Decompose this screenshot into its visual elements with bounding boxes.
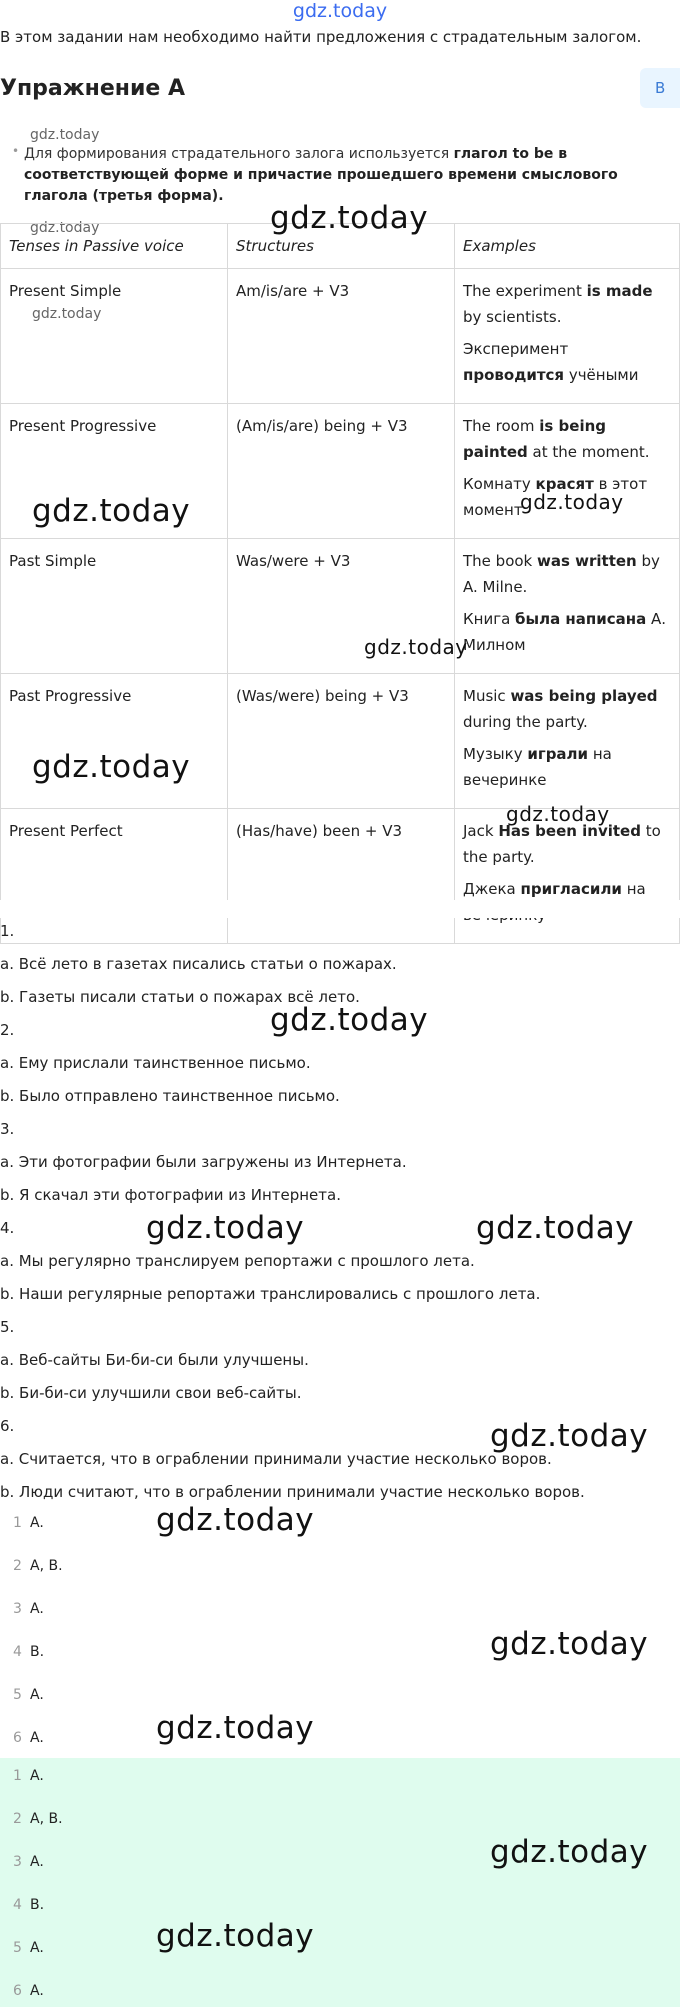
example-text: Музыку xyxy=(463,745,528,763)
example-highlight: was being played xyxy=(510,687,658,705)
example-cell xyxy=(455,539,680,674)
answer-row xyxy=(0,1758,680,1801)
example-cell xyxy=(455,674,680,809)
watermark: gdz.today xyxy=(32,749,191,785)
example-cell xyxy=(455,269,680,404)
example-highlight: was written xyxy=(537,552,637,570)
answer-value: A, B. xyxy=(30,1558,63,1574)
table-fade xyxy=(0,900,680,918)
answer-number: 2 xyxy=(13,1811,22,1827)
answer-value: A. xyxy=(30,1768,44,1784)
tense-cell: Present Simple xyxy=(1,269,228,404)
watermark: gdz.today xyxy=(490,1834,649,1870)
table-row xyxy=(1,269,680,404)
answer-number: 4 xyxy=(13,1897,22,1913)
example-text: The book xyxy=(463,552,537,570)
example-cell xyxy=(455,809,680,944)
translation-number: 3. xyxy=(0,1120,15,1138)
table-row xyxy=(1,809,680,944)
next-tab-label: B xyxy=(655,79,666,97)
column-header: Structures xyxy=(228,224,455,269)
translation-number: 4. xyxy=(0,1219,15,1237)
example-en xyxy=(463,413,671,465)
structure-cell: Was/were + V3 xyxy=(228,539,455,674)
answer-value: A. xyxy=(30,1940,44,1956)
example-text: by scientists. xyxy=(463,308,562,326)
example-highlight: была написана xyxy=(515,610,647,628)
answer-row xyxy=(0,1887,680,1930)
example-ru xyxy=(463,606,671,658)
translation-number: 5. xyxy=(0,1318,15,1336)
example-highlight: is being painted xyxy=(463,417,607,461)
answer-row xyxy=(0,1930,680,1973)
watermark: gdz.today xyxy=(506,802,610,826)
watermark: gdz.today xyxy=(156,1710,315,1746)
example-text: to the party. xyxy=(463,822,661,866)
answer-value: A. xyxy=(30,1730,44,1746)
rule-text: Для формирования страдательного залога используется xyxy=(24,146,454,162)
example-text: Комнату xyxy=(463,475,536,493)
translation-a: a. Ему прислали таинственное письмо. xyxy=(0,1054,311,1072)
example-ru xyxy=(463,336,671,388)
answer-value: A. xyxy=(30,1515,44,1531)
site-logo[interactable]: gdz.today xyxy=(292,0,388,22)
example-text: at the moment. xyxy=(527,443,650,461)
example-en xyxy=(463,548,671,600)
exercise-title: Упражнение A xyxy=(0,76,185,101)
watermark: gdz.today xyxy=(156,1502,315,1538)
structure-cell: Am/is/are + V3 xyxy=(228,269,455,404)
intro-text: В этом задании нам необходимо найти предложения с страдательным залогом. xyxy=(0,28,642,46)
example-text: by A. Milne. xyxy=(463,552,660,596)
watermark: gdz.today xyxy=(364,635,468,659)
example-text: The room xyxy=(463,417,540,435)
translation-b: b. Наши регулярные репортажи транслировались с прошлого лета. xyxy=(0,1285,541,1303)
tense-cell: Past Simple xyxy=(1,539,228,674)
watermark: gdz.today xyxy=(476,1210,635,1246)
example-en xyxy=(463,278,671,330)
answer-number: 5 xyxy=(13,1687,22,1703)
example-text: during the party. xyxy=(463,713,588,731)
example-highlight: играли xyxy=(527,745,589,763)
answer-row xyxy=(0,1720,680,1763)
example-cell xyxy=(455,404,680,539)
translation-a: a. Эти фотографии были загружены из Интернета. xyxy=(0,1153,407,1171)
small-watermark: gdz.today xyxy=(30,220,100,236)
example-text: на вечеринке xyxy=(463,745,612,789)
answer-number: 4 xyxy=(13,1644,22,1660)
watermark: gdz.today xyxy=(490,1626,649,1662)
example-ru xyxy=(463,741,671,793)
example-highlight: пригласили xyxy=(520,880,622,898)
answer-row xyxy=(0,1677,680,1720)
watermark: gdz.today xyxy=(490,1418,649,1454)
translation-a: a. Мы регулярно транслируем репортажи с прошлого лета. xyxy=(0,1252,475,1270)
answer-value: B. xyxy=(30,1897,45,1913)
example-text: в этот момент xyxy=(463,475,648,519)
column-header: Examples xyxy=(455,224,680,269)
next-tab-button[interactable] xyxy=(640,68,680,108)
example-text: Music xyxy=(463,687,511,705)
translation-number: 1. xyxy=(0,922,15,940)
watermark: gdz.today xyxy=(156,1918,315,1954)
answer-number: 2 xyxy=(13,1558,22,1574)
passive-voice-table xyxy=(0,223,680,944)
tense-cell: Present Progressive xyxy=(1,404,228,539)
translation-number: 6. xyxy=(0,1417,15,1435)
watermark: gdz.today xyxy=(270,1002,429,1038)
column-header: Tenses in Passive voice xyxy=(1,224,228,269)
tense-cell: Present Perfect xyxy=(1,809,228,944)
example-text: Jack xyxy=(463,822,499,840)
answer-number: 6 xyxy=(13,1730,22,1746)
translation-a: a. Всё лето в газетах писались статьи о пожарах. xyxy=(0,955,397,973)
example-text: на xyxy=(626,880,646,898)
small-watermark: gdz.today xyxy=(30,127,100,143)
example-text: Книга xyxy=(463,610,516,628)
bullet-icon: • xyxy=(12,144,20,158)
answer-number: 3 xyxy=(13,1601,22,1617)
answer-row xyxy=(0,1973,680,2016)
translation-b: b. Было отправлено таинственное письмо. xyxy=(0,1087,340,1105)
example-highlight: Has been invited xyxy=(498,822,641,840)
answer-number: 1 xyxy=(13,1768,22,1784)
translation-b: b. Би-би-си улучшили свои веб-сайты. xyxy=(0,1384,302,1402)
structure-cell: (Was/were) being + V3 xyxy=(228,674,455,809)
answer-value: A. xyxy=(30,1687,44,1703)
rule-bold-text: глагол to be в соответствующей форме и причастие прошедшего времени смыслового глагола (третья форма). xyxy=(24,146,618,204)
example-highlight: красят xyxy=(535,475,594,493)
watermark: gdz.today xyxy=(32,493,191,529)
translation-b: b. Газеты писали статьи о пожарах всё лето. xyxy=(0,988,360,1006)
translation-a: a. Считается, что в ограблении принимали участие несколько воров. xyxy=(0,1450,552,1468)
structure-cell: (Has/have) been + V3 xyxy=(228,809,455,944)
answer-row xyxy=(0,1505,680,1548)
answer-value: A. xyxy=(30,1983,44,1999)
answer-number: 1 xyxy=(13,1515,22,1531)
example-highlight: проводится xyxy=(463,366,565,384)
answer-value: A. xyxy=(30,1854,44,1870)
watermark: gdz.today xyxy=(520,490,624,514)
table-row xyxy=(1,674,680,809)
answer-number: 3 xyxy=(13,1854,22,1870)
example-highlight: is made xyxy=(586,282,653,300)
example-text: The experiment xyxy=(463,282,587,300)
example-text: учёными xyxy=(564,366,639,384)
translation-b: b. Я скачал эти фотографии из Интернета. xyxy=(0,1186,341,1204)
translation-number: 2. xyxy=(0,1021,15,1039)
structure-cell: (Am/is/are) being + V3 xyxy=(228,404,455,539)
watermark: gdz.today xyxy=(146,1210,305,1246)
translation-a: a. Веб-сайты Би-би-си были улучшены. xyxy=(0,1351,309,1369)
tense-cell: Past Progressive xyxy=(1,674,228,809)
small-watermark: gdz.today xyxy=(32,306,102,322)
table-row xyxy=(1,539,680,674)
translation-b: b. Люди считают, что в ограблении принимали участие несколько воров. xyxy=(0,1483,585,1501)
watermark: gdz.today xyxy=(270,200,429,236)
answer-number: 6 xyxy=(13,1983,22,1999)
answer-value: A. xyxy=(30,1601,44,1617)
example-text: Эксперимент xyxy=(463,340,569,358)
answer-value: A, B. xyxy=(30,1811,63,1827)
example-en xyxy=(463,683,671,735)
answer-row xyxy=(0,1548,680,1591)
answer-value: B. xyxy=(30,1644,45,1660)
answer-number: 5 xyxy=(13,1940,22,1956)
example-text: Джека xyxy=(463,880,521,898)
example-text: А. Милном xyxy=(463,610,667,654)
passive-rule xyxy=(24,144,654,207)
